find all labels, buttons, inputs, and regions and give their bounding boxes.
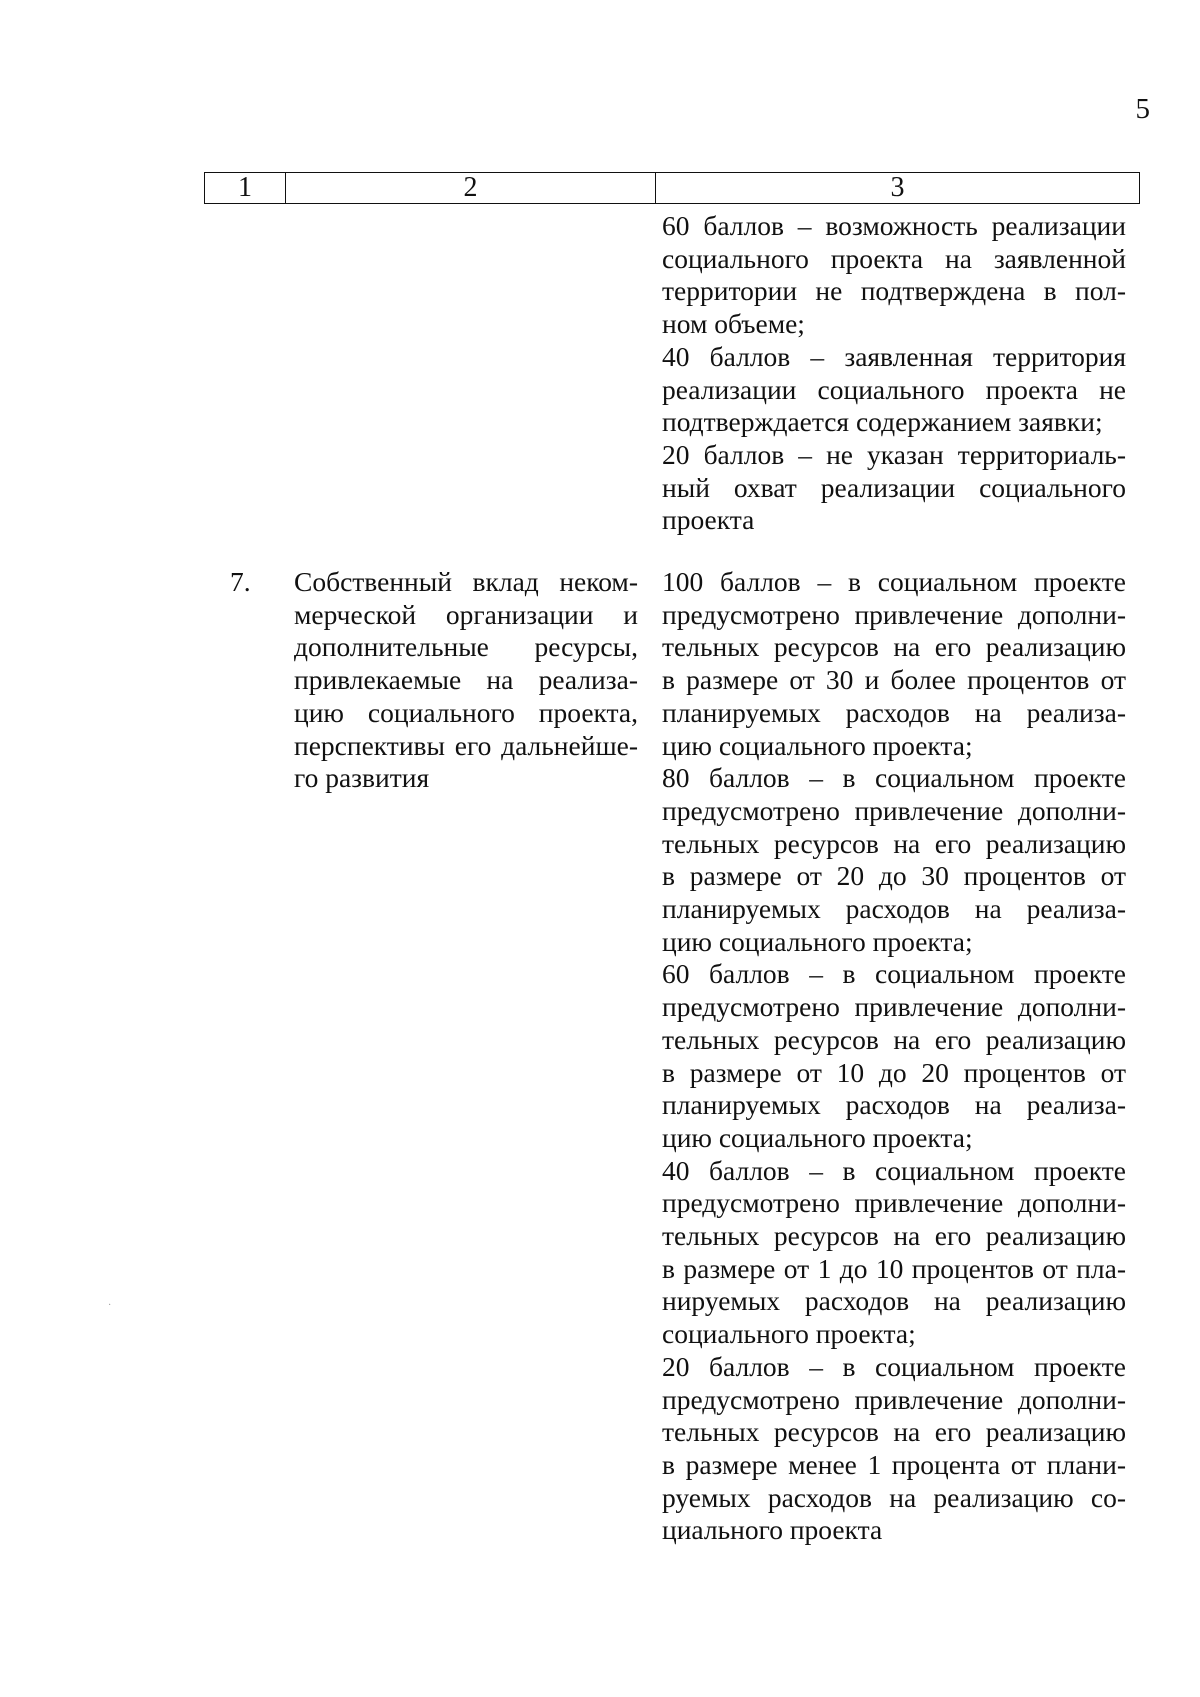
text-line: предусмотрено привлечение дополни- xyxy=(662,598,1126,630)
text-line: 60 баллов – возможность реализации xyxy=(662,210,1126,241)
text-line: руемых расходов на реализацию со- xyxy=(662,1481,1126,1513)
text-line: 40 баллов – в социальном проекте xyxy=(662,1154,1126,1186)
text-line: ный охват реализации социального xyxy=(662,471,1126,503)
text-line: цию социального проекта, xyxy=(294,696,638,728)
scan-artifact-mark: · xyxy=(108,1300,112,1311)
text-line: мерческой организации и xyxy=(294,598,638,630)
text-line: тельных ресурсов на его реализацию xyxy=(662,1220,1126,1252)
text-line: в размере от 10 до 20 процентов от xyxy=(662,1056,1126,1088)
row-7-criterion-name xyxy=(294,566,638,795)
text-line: проекта xyxy=(662,504,755,536)
text-line: в размере менее 1 процента от плани- xyxy=(662,1448,1126,1480)
text-line: в размере от 1 до 10 процентов от пла- xyxy=(662,1252,1126,1284)
text-line: предусмотрено привлечение дополни- xyxy=(662,1187,1126,1219)
header-col-1: 1 xyxy=(205,173,286,203)
text-line: предусмотрено привлечение дополни- xyxy=(662,991,1126,1023)
text-line: го развития xyxy=(294,762,430,794)
table-header-row xyxy=(204,172,1140,204)
page-number: 5 xyxy=(1135,93,1150,125)
text-line: 40 баллов – заявленная территория xyxy=(662,340,1126,372)
header-col-3: 3 xyxy=(890,172,905,203)
text-line: предусмотрено привлечение дополни- xyxy=(662,794,1126,826)
text-line: предусмотрено привлечение дополни- xyxy=(662,1383,1126,1415)
text-line: привлекаемые на реализа- xyxy=(294,664,638,696)
row-7-number: 7. xyxy=(230,566,251,597)
text-line: планируемых расходов на реализа- xyxy=(662,696,1126,728)
text-line: цию социального проекта; xyxy=(662,925,973,957)
text-line: циального проекта xyxy=(662,1514,883,1546)
text-line: подтверждается содержанием заявки; xyxy=(662,406,1103,438)
continuation-criteria xyxy=(662,210,1126,537)
text-line: территории не подтверждена в пол- xyxy=(662,275,1126,307)
text-line: тельных ресурсов на его реализацию xyxy=(662,1023,1126,1055)
text-line: Собственный вклад неком- xyxy=(294,566,638,597)
text-line: тельных ресурсов на его реализацию xyxy=(662,1416,1126,1448)
text-line: перспективы его дальнейше- xyxy=(294,729,638,761)
text-line: социального проекта на заявленной xyxy=(662,242,1126,274)
text-line: в размере от 20 до 30 процентов от xyxy=(662,860,1126,892)
text-line: планируемых расходов на реализа- xyxy=(662,893,1126,925)
text-line: цию социального проекта; xyxy=(662,729,973,761)
text-line: планируемых расходов на реализа- xyxy=(662,1089,1126,1121)
text-line: в размере от 30 и более процентов от xyxy=(662,664,1126,696)
text-line: социального проекта; xyxy=(662,1318,916,1350)
text-line: 20 баллов – не указан территориаль- xyxy=(662,438,1126,470)
row-7-scoring-criteria xyxy=(662,566,1126,1547)
text-line: ном объеме; xyxy=(662,308,805,340)
text-line: нируемых расходов на реализацию xyxy=(662,1285,1126,1317)
text-line: дополнительные ресурсы, xyxy=(294,631,638,663)
text-line: 60 баллов – в социальном проекте xyxy=(662,958,1126,990)
text-line: тельных ресурсов на его реализацию xyxy=(662,631,1126,663)
text-line: 100 баллов – в социальном проекте xyxy=(662,566,1126,597)
text-line: 80 баллов – в социальном проекте xyxy=(662,762,1126,794)
text-line: реализации социального проекта не xyxy=(662,373,1126,405)
text-line: 20 баллов – в социальном проекте xyxy=(662,1350,1126,1382)
text-line: тельных ресурсов на его реализацию xyxy=(662,827,1126,859)
text-line: цию социального проекта; xyxy=(662,1121,973,1153)
header-col-2: 2 xyxy=(286,173,656,203)
